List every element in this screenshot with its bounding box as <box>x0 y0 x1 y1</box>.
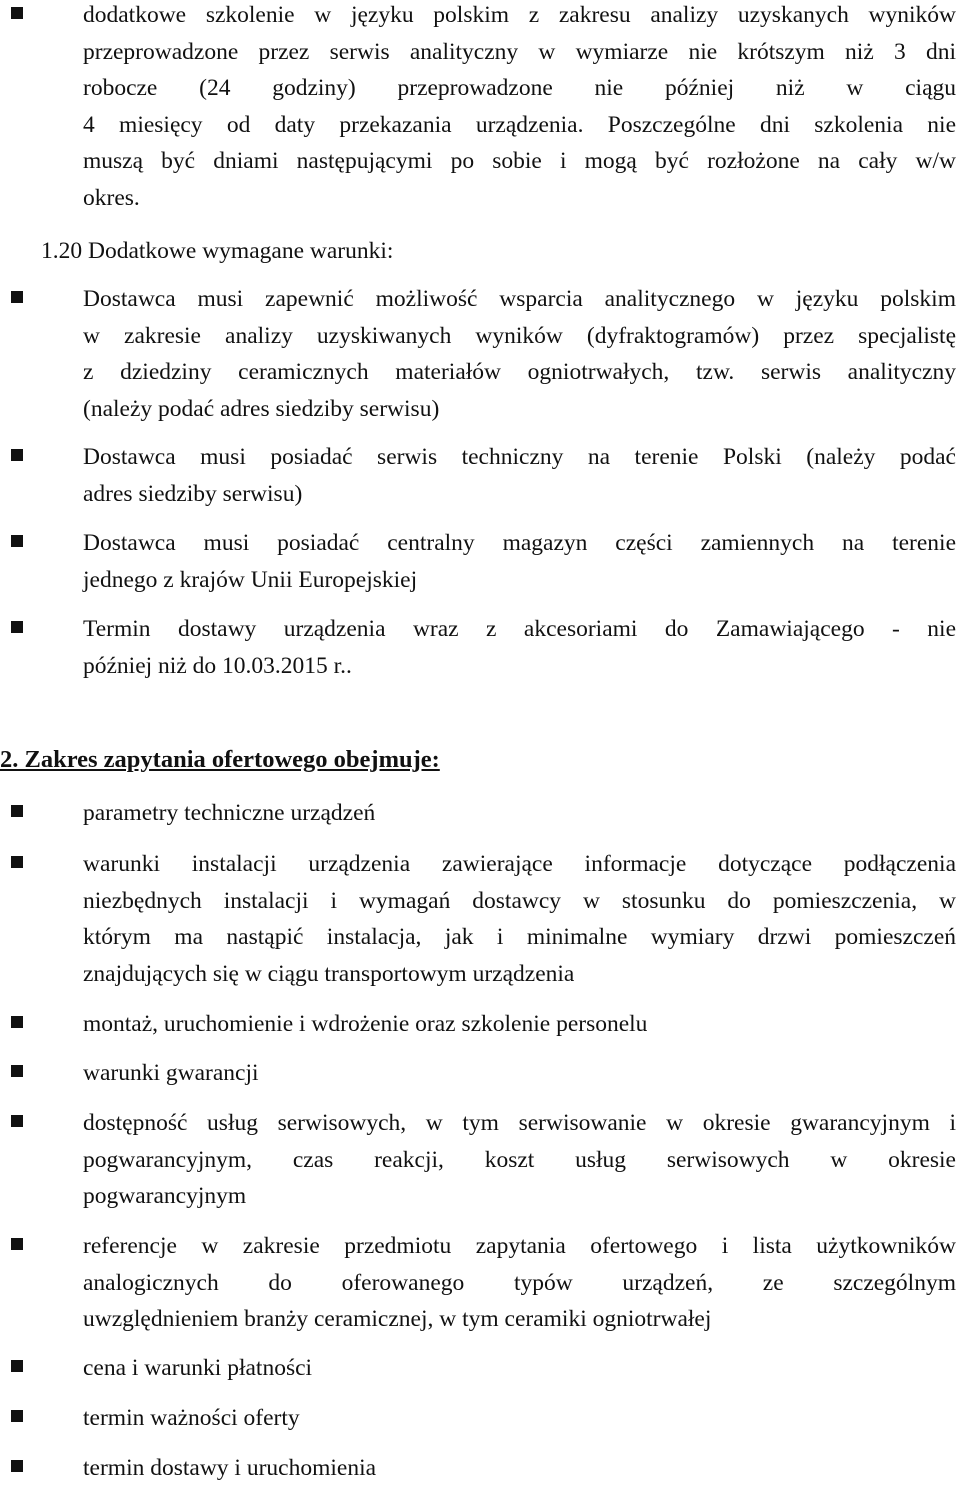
text-line: dostępność usług serwisowych, w tym serwisowanie w okresie gwarancyjnym i <box>83 1110 956 1136</box>
text-line: robocze (24 godziny) przeprowadzone nie później niż w ciągu <box>83 75 956 101</box>
scope-item-text <box>83 846 956 992</box>
text-line: termin ważności oferty <box>83 1405 300 1431</box>
text-line: warunki gwarancji <box>83 1060 259 1086</box>
requirement-item-text <box>83 611 956 684</box>
square-bullet-icon <box>11 805 23 817</box>
requirement-item-text <box>83 525 956 598</box>
square-bullet-icon <box>11 1065 23 1077</box>
section-1-20-heading: 1.20 Dodatkowe wymagane warunki: <box>41 238 394 264</box>
text-line: termin dostawy i uruchomienia <box>83 1455 377 1481</box>
text-line: muszą być dniami następującymi po sobie i mogą być rozłożone na cały w/w <box>83 148 956 174</box>
scope-item-text <box>83 795 956 832</box>
square-bullet-icon <box>11 1410 23 1422</box>
square-bullet-icon <box>11 1460 23 1472</box>
square-bullet-icon <box>11 621 23 633</box>
text-line: (należy podać adres siedziby serwisu) <box>83 395 440 422</box>
text-line: przeprowadzone przez serwis analityczny w wymiarze nie krótszym niż 3 dni <box>83 38 956 65</box>
text-line: w zakresie analizy uzyskiwanych wyników (dyfraktogramów) przez specjalistę <box>83 322 956 349</box>
text-line: pogwarancyjnym <box>83 1183 247 1209</box>
scope-item-text <box>83 1055 956 1092</box>
text-line: okres. <box>83 184 140 211</box>
text-line: Termin dostawy urządzenia wraz z akcesoriami do Zamawiającego - nie <box>83 616 956 642</box>
section-2-title: 2. Zakres zapytania ofertowego obejmuje: <box>0 746 440 773</box>
text-line: którym ma nastąpić instalacja, jak i minimalne wymiary drzwi pomieszczeń <box>83 924 956 950</box>
text-line: referencje w zakresie przedmiotu zapytania ofertowego i lista użytkowników <box>83 1233 956 1259</box>
square-bullet-icon <box>11 1016 23 1028</box>
scope-item-text <box>83 1400 956 1437</box>
scope-item-text <box>83 1450 956 1487</box>
text-line: warunki instalacji urządzenia zawierające informacje dotyczące podłączenia <box>83 851 956 877</box>
scope-item-text <box>83 1350 956 1387</box>
square-bullet-icon <box>11 1115 23 1127</box>
square-bullet-icon <box>11 449 23 461</box>
text-line: parametry techniczne urządzeń <box>83 800 376 826</box>
text-line: cena i warunki płatności <box>83 1355 313 1381</box>
text-line: dodatkowe szkolenie w języku polskim z zakresu analizy uzyskanych wyników <box>83 2 956 28</box>
text-line: 4 miesięcy od daty przekazania urządzenia. Poszczególne dni szkolenia nie <box>83 111 956 138</box>
text-line: później niż do 10.03.2015 r.. <box>83 652 352 679</box>
square-bullet-icon <box>11 7 23 19</box>
intro-item-text <box>83 0 956 216</box>
text-line: z dziedziny ceramicznych materiałów ogniotrwałych, tzw. serwis analityczny <box>83 359 956 385</box>
square-bullet-icon <box>11 1238 23 1250</box>
square-bullet-icon <box>11 856 23 868</box>
text-line: Dostawca musi zapewnić możliwość wsparcia analitycznego w języku polskim <box>83 286 956 312</box>
text-line: adres siedziby serwisu) <box>83 480 303 507</box>
requirement-item-text <box>83 439 956 512</box>
scope-item-text <box>83 1006 956 1043</box>
text-line: Dostawca musi posiadać serwis techniczny na terenie Polski (należy podać <box>83 444 956 470</box>
text-line: jednego z krajów Unii Europejskiej <box>83 566 418 593</box>
text-line: niezbędnych instalacji i wymagań dostawcy w stosunku do pomieszczenia, w <box>83 887 956 914</box>
text-line: montaż, uruchomienie i wdrożenie oraz szkolenie personelu <box>83 1011 648 1037</box>
text-line: pogwarancyjnym, czas reakcji, koszt usług serwisowych w okresie <box>83 1146 956 1173</box>
requirement-item-text <box>83 281 956 427</box>
scope-item-text <box>83 1228 956 1338</box>
square-bullet-icon <box>11 535 23 547</box>
text-line: Dostawca musi posiadać centralny magazyn części zamiennych na terenie <box>83 530 956 556</box>
text-line: znajdujących się w ciągu transportowym urządzenia <box>83 960 575 987</box>
text-line: analogicznych do oferowanego typów urządzeń, ze szczególnym <box>83 1269 956 1296</box>
scope-item-text <box>83 1105 956 1215</box>
square-bullet-icon <box>11 1360 23 1372</box>
square-bullet-icon <box>11 291 23 303</box>
text-line: uwzględnieniem branży ceramicznej, w tym ceramiki ogniotrwałej <box>83 1306 712 1332</box>
